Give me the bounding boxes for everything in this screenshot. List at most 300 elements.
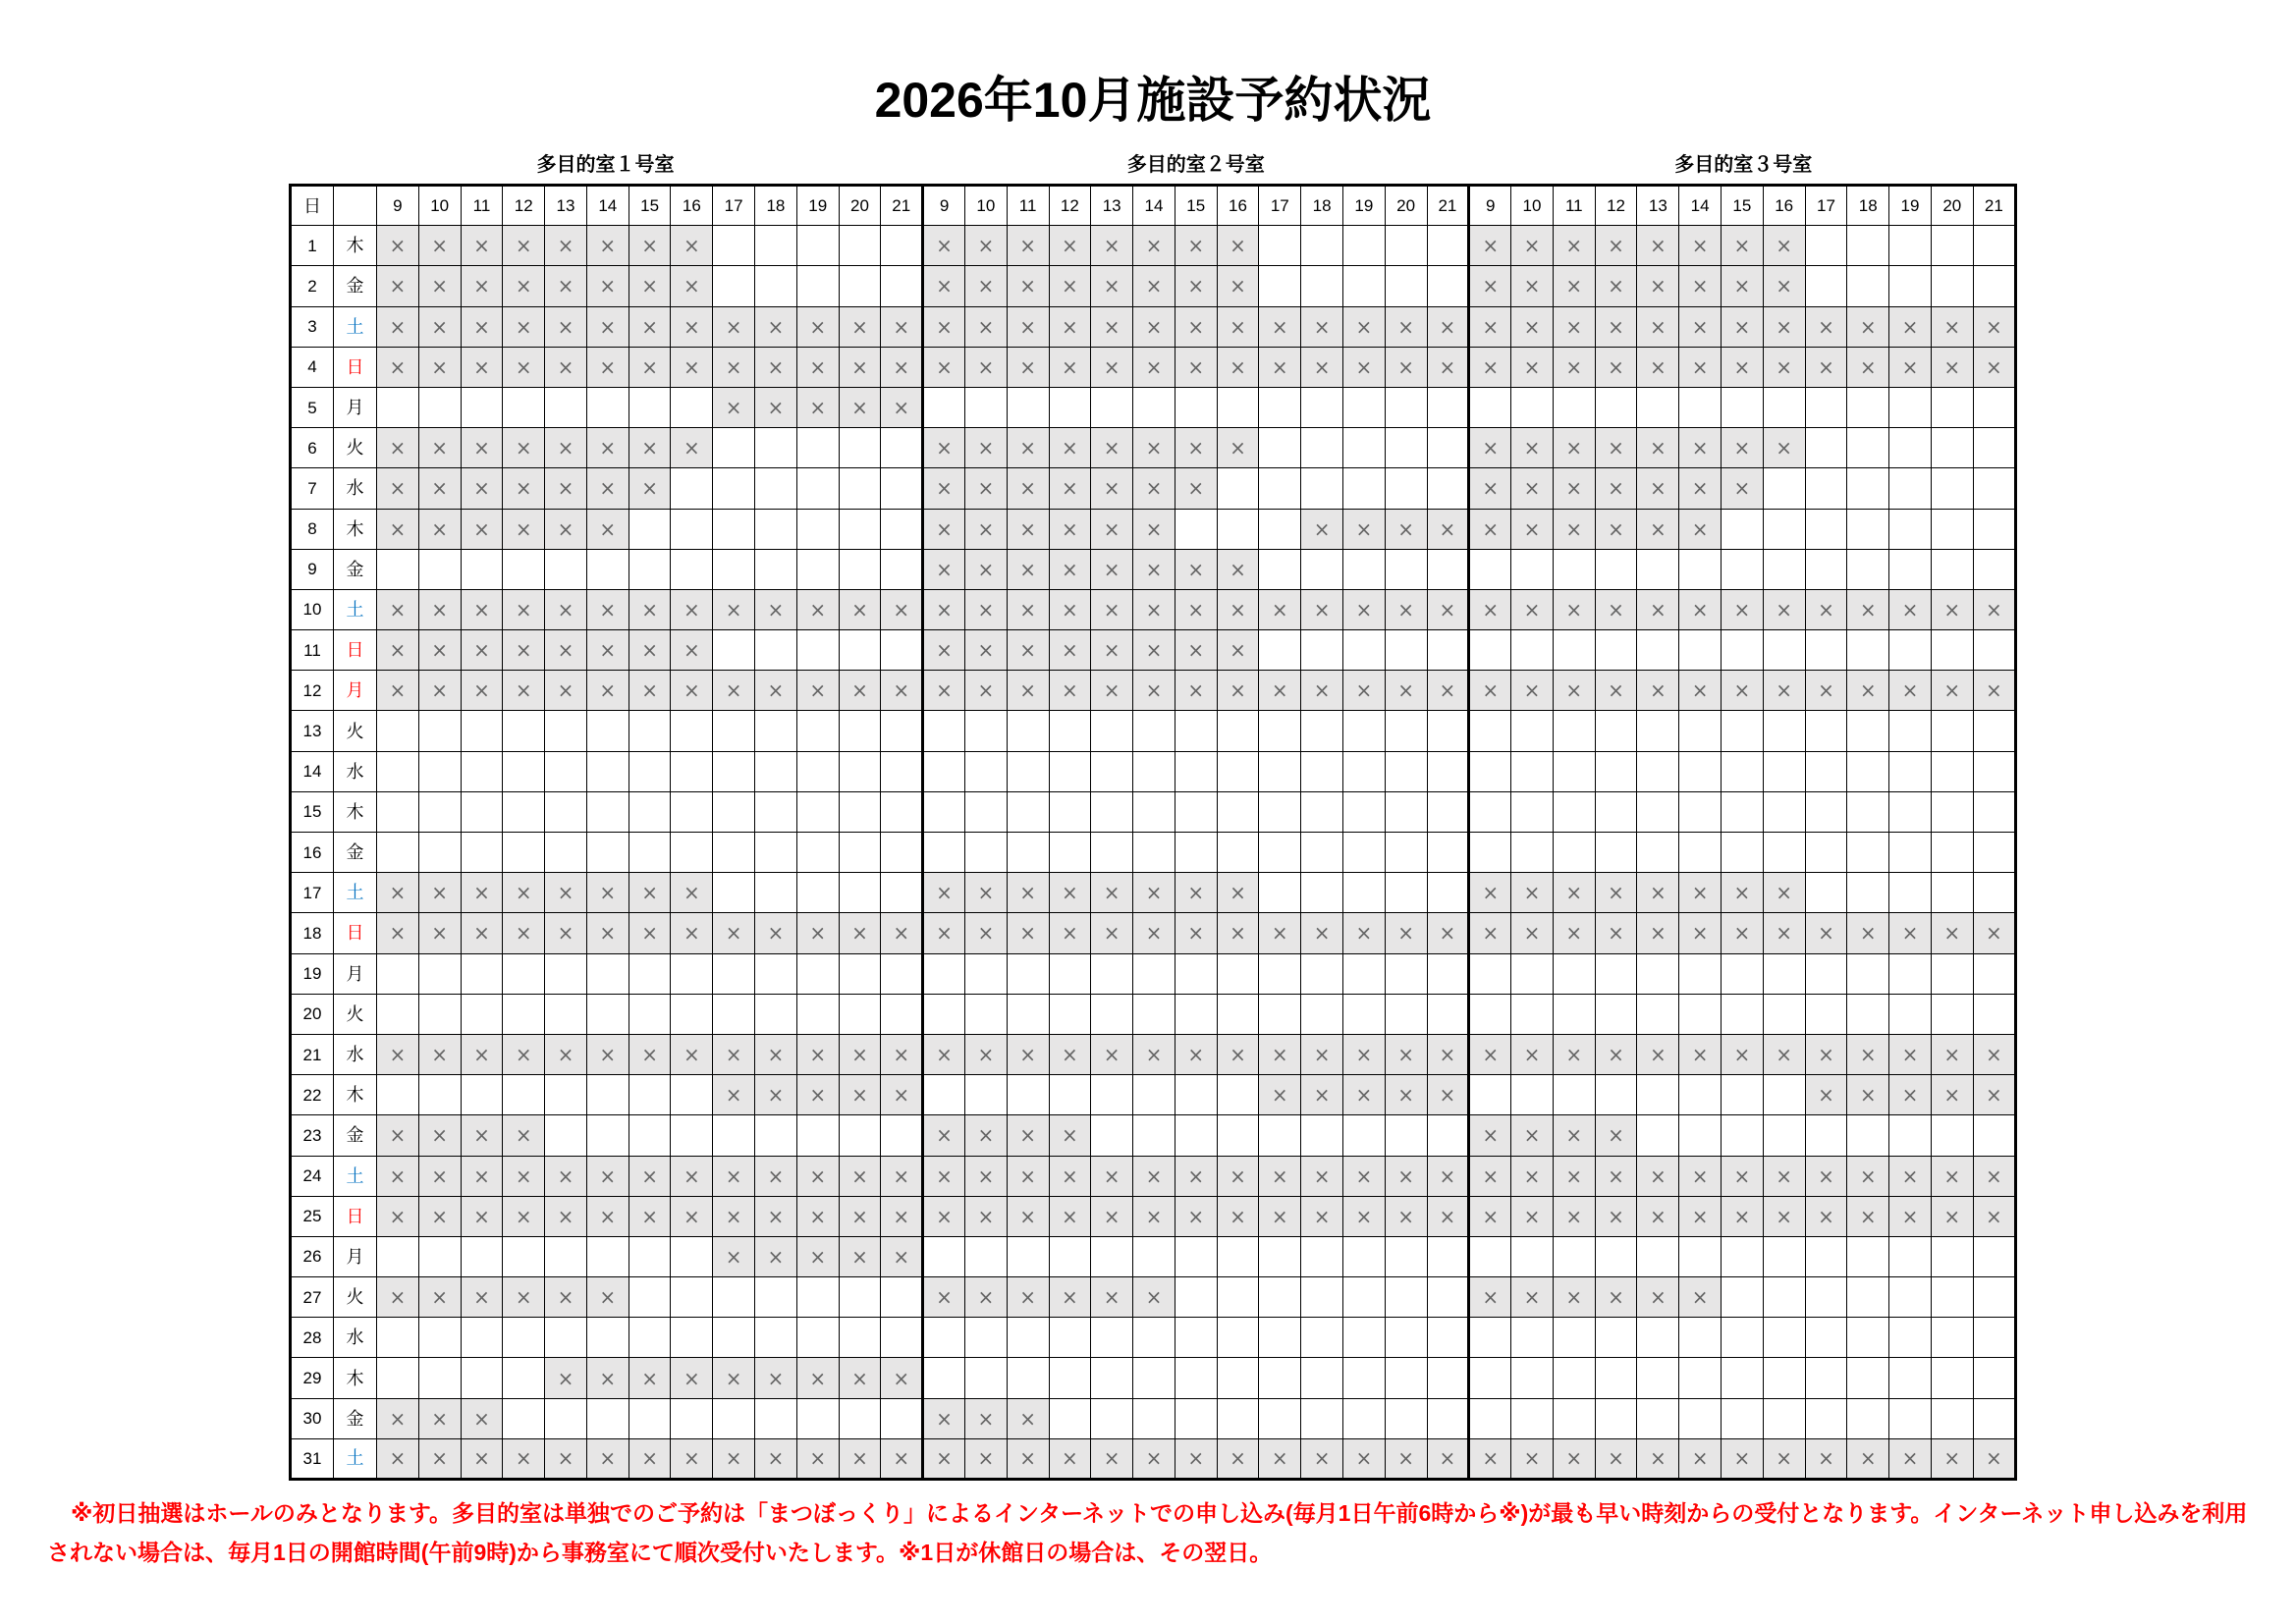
booked-slot-cell xyxy=(1259,1075,1301,1115)
booked-slot-cell xyxy=(796,306,839,347)
table-row xyxy=(291,913,2016,953)
booked-slot-cell xyxy=(1679,266,1722,306)
hour-header: 20 xyxy=(839,186,881,226)
open-slot-cell xyxy=(545,549,587,589)
open-slot-cell xyxy=(1595,994,1637,1034)
open-slot-cell xyxy=(1763,1358,1805,1398)
weekday-cell: 月 xyxy=(334,671,377,711)
open-slot-cell xyxy=(1847,751,1889,791)
booked-slot-cell xyxy=(503,1438,545,1479)
booked-slot-cell xyxy=(586,913,629,953)
booked-slot-cell xyxy=(1553,347,1595,387)
booked-slot-cell xyxy=(1259,306,1301,347)
booked-slot-cell xyxy=(1385,1075,1427,1115)
booked-mark: × xyxy=(1019,516,1036,541)
open-slot-cell xyxy=(1091,387,1133,427)
booked-slot-cell xyxy=(1342,306,1385,347)
open-slot-cell xyxy=(671,549,713,589)
booked-mark: × xyxy=(1397,678,1415,703)
open-slot-cell xyxy=(713,1318,755,1358)
booked-slot-cell xyxy=(586,589,629,629)
booked-slot-cell xyxy=(503,1277,545,1318)
booked-mark: × xyxy=(1565,1285,1583,1310)
booked-slot-cell xyxy=(1175,266,1217,306)
booked-mark: × xyxy=(1187,436,1205,460)
open-slot-cell xyxy=(1889,1115,1932,1156)
booked-slot-cell xyxy=(503,1115,545,1156)
open-slot-cell xyxy=(1553,387,1595,427)
open-slot-cell xyxy=(1931,751,1973,791)
open-slot-cell xyxy=(713,266,755,306)
open-slot-cell xyxy=(1007,711,1049,751)
hour-header: 10 xyxy=(1511,186,1554,226)
open-slot-cell xyxy=(1385,711,1427,751)
booked-slot-cell xyxy=(1007,630,1049,671)
open-slot-cell xyxy=(1511,751,1554,791)
booked-slot-cell xyxy=(629,468,671,509)
booked-slot-cell xyxy=(629,226,671,266)
booked-slot-cell xyxy=(1931,306,1973,347)
hour-header: 13 xyxy=(1637,186,1679,226)
open-slot-cell xyxy=(755,509,797,549)
booked-mark: × xyxy=(767,396,785,420)
table-row xyxy=(291,589,2016,629)
open-slot-cell xyxy=(755,873,797,913)
open-slot-cell xyxy=(545,1115,587,1156)
booked-mark: × xyxy=(1482,354,1500,379)
booked-mark: × xyxy=(851,396,868,420)
booked-slot-cell xyxy=(1007,671,1049,711)
booked-mark: × xyxy=(767,1164,785,1188)
open-slot-cell xyxy=(377,1358,419,1398)
open-slot-cell xyxy=(881,549,923,589)
open-slot-cell xyxy=(796,1115,839,1156)
booked-slot-cell xyxy=(1049,671,1091,711)
booked-slot-cell xyxy=(1973,589,2015,629)
booked-mark: × xyxy=(1859,314,1877,339)
hour-header: 12 xyxy=(503,186,545,226)
booked-mark: × xyxy=(683,1164,700,1188)
open-slot-cell xyxy=(1217,994,1259,1034)
weekday-cell: 土 xyxy=(334,1438,377,1479)
open-slot-cell xyxy=(1427,549,1469,589)
booked-mark: × xyxy=(599,1446,617,1471)
booked-mark: × xyxy=(641,354,658,379)
booked-slot-cell xyxy=(1259,671,1301,711)
open-slot-cell xyxy=(1175,1075,1217,1115)
open-slot-cell xyxy=(545,711,587,751)
booked-mark: × xyxy=(725,597,742,622)
booked-mark: × xyxy=(389,921,407,946)
booked-slot-cell xyxy=(1175,1156,1217,1196)
booked-slot-cell xyxy=(1091,630,1133,671)
booked-mark: × xyxy=(1313,314,1331,339)
booked-mark: × xyxy=(431,1043,449,1067)
booked-slot-cell xyxy=(1175,468,1217,509)
open-slot-cell xyxy=(545,1318,587,1358)
open-slot-cell xyxy=(586,1075,629,1115)
booked-slot-cell xyxy=(586,266,629,306)
booked-slot-cell xyxy=(1259,1156,1301,1196)
open-slot-cell xyxy=(1973,509,2015,549)
open-slot-cell xyxy=(377,1236,419,1276)
booked-mark: × xyxy=(1355,516,1373,541)
open-slot-cell xyxy=(1889,791,1932,832)
open-slot-cell xyxy=(377,994,419,1034)
booked-slot-cell xyxy=(377,1277,419,1318)
hour-header: 17 xyxy=(713,186,755,226)
open-slot-cell xyxy=(964,994,1007,1034)
open-slot-cell xyxy=(586,953,629,994)
booked-mark: × xyxy=(1062,274,1078,298)
open-slot-cell xyxy=(1259,509,1301,549)
booked-slot-cell xyxy=(418,913,461,953)
open-slot-cell xyxy=(1049,1236,1091,1276)
open-slot-cell xyxy=(1637,791,1679,832)
booked-slot-cell xyxy=(923,589,965,629)
booked-mark: × xyxy=(1818,597,1834,622)
booked-mark: × xyxy=(557,921,574,946)
booked-mark: × xyxy=(1776,597,1793,622)
booked-mark: × xyxy=(473,516,490,541)
open-slot-cell xyxy=(1511,833,1554,873)
booked-mark: × xyxy=(809,1244,827,1269)
weekday-cell: 木 xyxy=(334,226,377,266)
booked-slot-cell xyxy=(1133,913,1175,953)
booked-mark: × xyxy=(641,274,658,298)
booked-mark: × xyxy=(1187,597,1205,622)
booked-slot-cell xyxy=(1342,347,1385,387)
booked-slot-cell xyxy=(1637,1156,1679,1196)
booked-slot-cell xyxy=(586,1277,629,1318)
booked-mark: × xyxy=(473,1406,490,1431)
booked-slot-cell xyxy=(418,1034,461,1074)
booked-slot-cell xyxy=(1259,589,1301,629)
open-slot-cell xyxy=(1595,1075,1637,1115)
table-row xyxy=(291,468,2016,509)
booked-mark: × xyxy=(977,234,995,258)
booked-mark: × xyxy=(977,1204,995,1228)
booked-slot-cell xyxy=(1427,1438,1469,1479)
open-slot-cell xyxy=(1763,468,1805,509)
booked-slot-cell xyxy=(377,306,419,347)
booked-mark: × xyxy=(515,476,532,501)
booked-mark: × xyxy=(893,1366,910,1390)
booked-slot-cell xyxy=(796,913,839,953)
booked-mark: × xyxy=(389,1043,407,1067)
booked-mark: × xyxy=(1733,678,1751,703)
open-slot-cell xyxy=(586,751,629,791)
open-slot-cell xyxy=(1637,1075,1679,1115)
booked-slot-cell xyxy=(1133,1277,1175,1318)
open-slot-cell xyxy=(1175,387,1217,427)
booked-slot-cell xyxy=(796,589,839,629)
open-slot-cell xyxy=(1553,751,1595,791)
open-slot-cell xyxy=(1301,468,1343,509)
open-slot-cell xyxy=(418,1236,461,1276)
booked-mark: × xyxy=(1608,1204,1624,1228)
open-slot-cell xyxy=(1637,751,1679,791)
open-slot-cell xyxy=(1427,1115,1469,1156)
table-row xyxy=(291,1115,2016,1156)
open-slot-cell xyxy=(1385,751,1427,791)
booked-slot-cell xyxy=(1722,589,1764,629)
booked-mark: × xyxy=(1439,1164,1456,1188)
open-slot-cell xyxy=(1805,509,1847,549)
booked-slot-cell xyxy=(671,1156,713,1196)
booked-slot-cell xyxy=(1763,913,1805,953)
booked-mark: × xyxy=(683,436,700,460)
booked-mark: × xyxy=(1818,1164,1834,1188)
booked-mark: × xyxy=(1482,234,1500,258)
booked-mark: × xyxy=(599,597,617,622)
open-slot-cell xyxy=(713,791,755,832)
open-slot-cell xyxy=(1385,994,1427,1034)
booked-mark: × xyxy=(936,1043,953,1067)
open-slot-cell xyxy=(629,509,671,549)
booked-mark: × xyxy=(809,1446,827,1471)
open-slot-cell xyxy=(545,791,587,832)
hour-header: 18 xyxy=(1847,186,1889,226)
booked-mark: × xyxy=(936,678,953,703)
weekday-cell: 日 xyxy=(334,913,377,953)
booked-slot-cell xyxy=(1931,1438,1973,1479)
table-row xyxy=(291,1075,2016,1115)
booked-slot-cell xyxy=(1342,509,1385,549)
booked-mark: × xyxy=(641,314,658,339)
booked-slot-cell xyxy=(1175,226,1217,266)
booked-slot-cell xyxy=(1049,630,1091,671)
open-slot-cell xyxy=(1679,1358,1722,1398)
booked-mark: × xyxy=(1649,516,1667,541)
hour-header: 12 xyxy=(1595,186,1637,226)
open-slot-cell xyxy=(1889,994,1932,1034)
booked-slot-cell xyxy=(755,1358,797,1398)
booked-mark: × xyxy=(977,476,995,501)
booked-slot-cell xyxy=(1722,1156,1764,1196)
booked-mark: × xyxy=(557,1043,574,1067)
booked-mark: × xyxy=(1230,314,1246,339)
booked-mark: × xyxy=(977,516,995,541)
open-slot-cell xyxy=(1301,751,1343,791)
open-slot-cell xyxy=(1847,1398,1889,1438)
booked-slot-cell xyxy=(1637,873,1679,913)
open-slot-cell xyxy=(671,1075,713,1115)
booked-slot-cell xyxy=(503,1196,545,1236)
open-slot-cell xyxy=(964,711,1007,751)
booked-slot-cell xyxy=(1049,589,1091,629)
open-slot-cell xyxy=(1301,711,1343,751)
booked-mark: × xyxy=(557,516,574,541)
table-row xyxy=(291,1277,2016,1318)
booked-slot-cell xyxy=(377,589,419,629)
weekday-cell: 木 xyxy=(334,791,377,832)
open-slot-cell xyxy=(839,428,881,468)
booked-slot-cell xyxy=(1049,347,1091,387)
booked-slot-cell xyxy=(377,1115,419,1156)
open-slot-cell xyxy=(1259,994,1301,1034)
booked-slot-cell xyxy=(881,589,923,629)
open-slot-cell xyxy=(1427,630,1469,671)
booked-slot-cell xyxy=(1049,1156,1091,1196)
open-slot-cell xyxy=(839,509,881,549)
open-slot-cell xyxy=(1595,1236,1637,1276)
open-slot-cell xyxy=(755,711,797,751)
booked-mark: × xyxy=(431,638,449,663)
booked-mark: × xyxy=(431,354,449,379)
booked-slot-cell xyxy=(1889,1034,1932,1074)
booked-mark: × xyxy=(1733,597,1751,622)
open-slot-cell xyxy=(1175,994,1217,1034)
booked-slot-cell xyxy=(586,226,629,266)
booked-mark: × xyxy=(557,1204,574,1228)
booked-mark: × xyxy=(936,1164,953,1188)
open-slot-cell xyxy=(796,953,839,994)
booked-mark: × xyxy=(1271,314,1288,339)
open-slot-cell xyxy=(586,994,629,1034)
open-slot-cell xyxy=(1511,711,1554,751)
booked-mark: × xyxy=(1901,1164,1919,1188)
open-slot-cell xyxy=(1595,549,1637,589)
booked-mark: × xyxy=(473,1123,490,1148)
booked-slot-cell xyxy=(1091,347,1133,387)
open-slot-cell xyxy=(1175,711,1217,751)
booked-slot-cell xyxy=(1637,1196,1679,1236)
booked-mark: × xyxy=(1608,1164,1624,1188)
booked-slot-cell xyxy=(923,1196,965,1236)
hour-header: 21 xyxy=(1427,186,1469,226)
open-slot-cell xyxy=(1511,1318,1554,1358)
booked-mark: × xyxy=(1187,476,1205,501)
booked-slot-cell xyxy=(1805,1075,1847,1115)
booked-mark: × xyxy=(641,1043,658,1067)
booked-slot-cell xyxy=(923,1156,965,1196)
reservation-note: ※初日抽選はホールのみとなります。多目的室は単独でのご予約は「まつぼっくり」によるインターネットでの申し込み(毎月1日午前6時から※)が最も早い時刻からの受付となります。インターネット申し込みを利用されない場合は、毎月1日の開館時間(午前9時)から事務室にて順次受付いたします。※1日が休館日の場合は、その翌日。 xyxy=(47,1500,2248,1565)
booked-slot-cell xyxy=(503,873,545,913)
booked-mark: × xyxy=(1187,314,1205,339)
booked-mark: × xyxy=(1608,1123,1624,1148)
booked-slot-cell xyxy=(1049,1277,1091,1318)
booked-mark: × xyxy=(1397,1043,1415,1067)
booked-mark: × xyxy=(1439,1446,1456,1471)
open-slot-cell xyxy=(755,630,797,671)
booked-slot-cell xyxy=(713,1358,755,1398)
booked-mark: × xyxy=(1776,678,1793,703)
open-slot-cell xyxy=(1133,833,1175,873)
booked-mark: × xyxy=(431,881,449,905)
booked-mark: × xyxy=(1397,1446,1415,1471)
booked-mark: × xyxy=(641,1204,658,1228)
booked-slot-cell xyxy=(1553,873,1595,913)
open-slot-cell xyxy=(1889,1398,1932,1438)
booked-mark: × xyxy=(851,597,868,622)
booked-slot-cell xyxy=(461,509,503,549)
open-slot-cell xyxy=(1722,509,1764,549)
open-slot-cell xyxy=(1973,226,2015,266)
open-slot-cell xyxy=(1847,833,1889,873)
booked-slot-cell xyxy=(1469,266,1511,306)
booked-slot-cell xyxy=(1301,589,1343,629)
booked-slot-cell xyxy=(1637,589,1679,629)
open-slot-cell xyxy=(1091,1318,1133,1358)
open-slot-cell xyxy=(839,630,881,671)
open-slot-cell xyxy=(1679,833,1722,873)
open-slot-cell xyxy=(1385,791,1427,832)
open-slot-cell xyxy=(1889,549,1932,589)
booked-slot-cell xyxy=(629,671,671,711)
table-row xyxy=(291,1318,2016,1358)
booked-slot-cell xyxy=(964,1115,1007,1156)
booked-mark: × xyxy=(851,354,868,379)
booked-mark: × xyxy=(1901,1083,1919,1108)
booked-slot-cell xyxy=(1342,1156,1385,1196)
open-slot-cell xyxy=(418,1075,461,1115)
booked-mark: × xyxy=(1649,436,1667,460)
open-slot-cell xyxy=(377,791,419,832)
open-slot-cell xyxy=(964,791,1007,832)
booked-mark: × xyxy=(641,1366,658,1390)
booked-slot-cell xyxy=(1007,468,1049,509)
booked-slot-cell xyxy=(671,589,713,629)
open-slot-cell xyxy=(418,387,461,427)
open-slot-cell xyxy=(1889,428,1932,468)
day-cell: 9 xyxy=(291,549,334,589)
booked-mark: × xyxy=(599,1204,617,1228)
booked-mark: × xyxy=(1691,1204,1709,1228)
booked-mark: × xyxy=(1439,597,1456,622)
booked-mark: × xyxy=(1985,1164,2002,1188)
booked-mark: × xyxy=(809,1164,827,1188)
booked-mark: × xyxy=(1943,1204,1961,1228)
open-slot-cell xyxy=(1301,953,1343,994)
booked-mark: × xyxy=(473,638,490,663)
open-slot-cell xyxy=(1342,387,1385,427)
open-slot-cell xyxy=(629,994,671,1034)
booked-mark: × xyxy=(431,516,449,541)
open-slot-cell xyxy=(1301,833,1343,873)
hour-header: 19 xyxy=(796,186,839,226)
booked-slot-cell xyxy=(1007,266,1049,306)
booked-slot-cell xyxy=(1469,913,1511,953)
booked-mark: × xyxy=(1859,1446,1877,1471)
booked-slot-cell xyxy=(1007,347,1049,387)
open-slot-cell xyxy=(1091,1358,1133,1398)
booked-mark: × xyxy=(1943,1083,1961,1108)
booked-mark: × xyxy=(1985,1446,2002,1471)
booked-slot-cell xyxy=(1175,1438,1217,1479)
room-3-label: 多目的室３号室 xyxy=(1674,154,1813,176)
open-slot-cell xyxy=(1722,994,1764,1034)
open-slot-cell xyxy=(629,1115,671,1156)
open-slot-cell xyxy=(1469,630,1511,671)
booked-slot-cell xyxy=(1175,671,1217,711)
booked-slot-cell xyxy=(964,549,1007,589)
booked-mark: × xyxy=(473,597,490,622)
booked-mark: × xyxy=(1691,314,1709,339)
booked-mark: × xyxy=(557,314,574,339)
hour-header: 13 xyxy=(1091,186,1133,226)
open-slot-cell xyxy=(839,1277,881,1318)
booked-mark: × xyxy=(1313,516,1331,541)
booked-slot-cell xyxy=(629,1358,671,1398)
open-slot-cell xyxy=(1763,387,1805,427)
booked-mark: × xyxy=(1355,597,1373,622)
open-slot-cell xyxy=(964,1075,1007,1115)
room-1-label: 多目的室１号室 xyxy=(536,154,675,176)
open-slot-cell xyxy=(1427,1277,1469,1318)
booked-mark: × xyxy=(1019,597,1036,622)
open-slot-cell xyxy=(1217,711,1259,751)
